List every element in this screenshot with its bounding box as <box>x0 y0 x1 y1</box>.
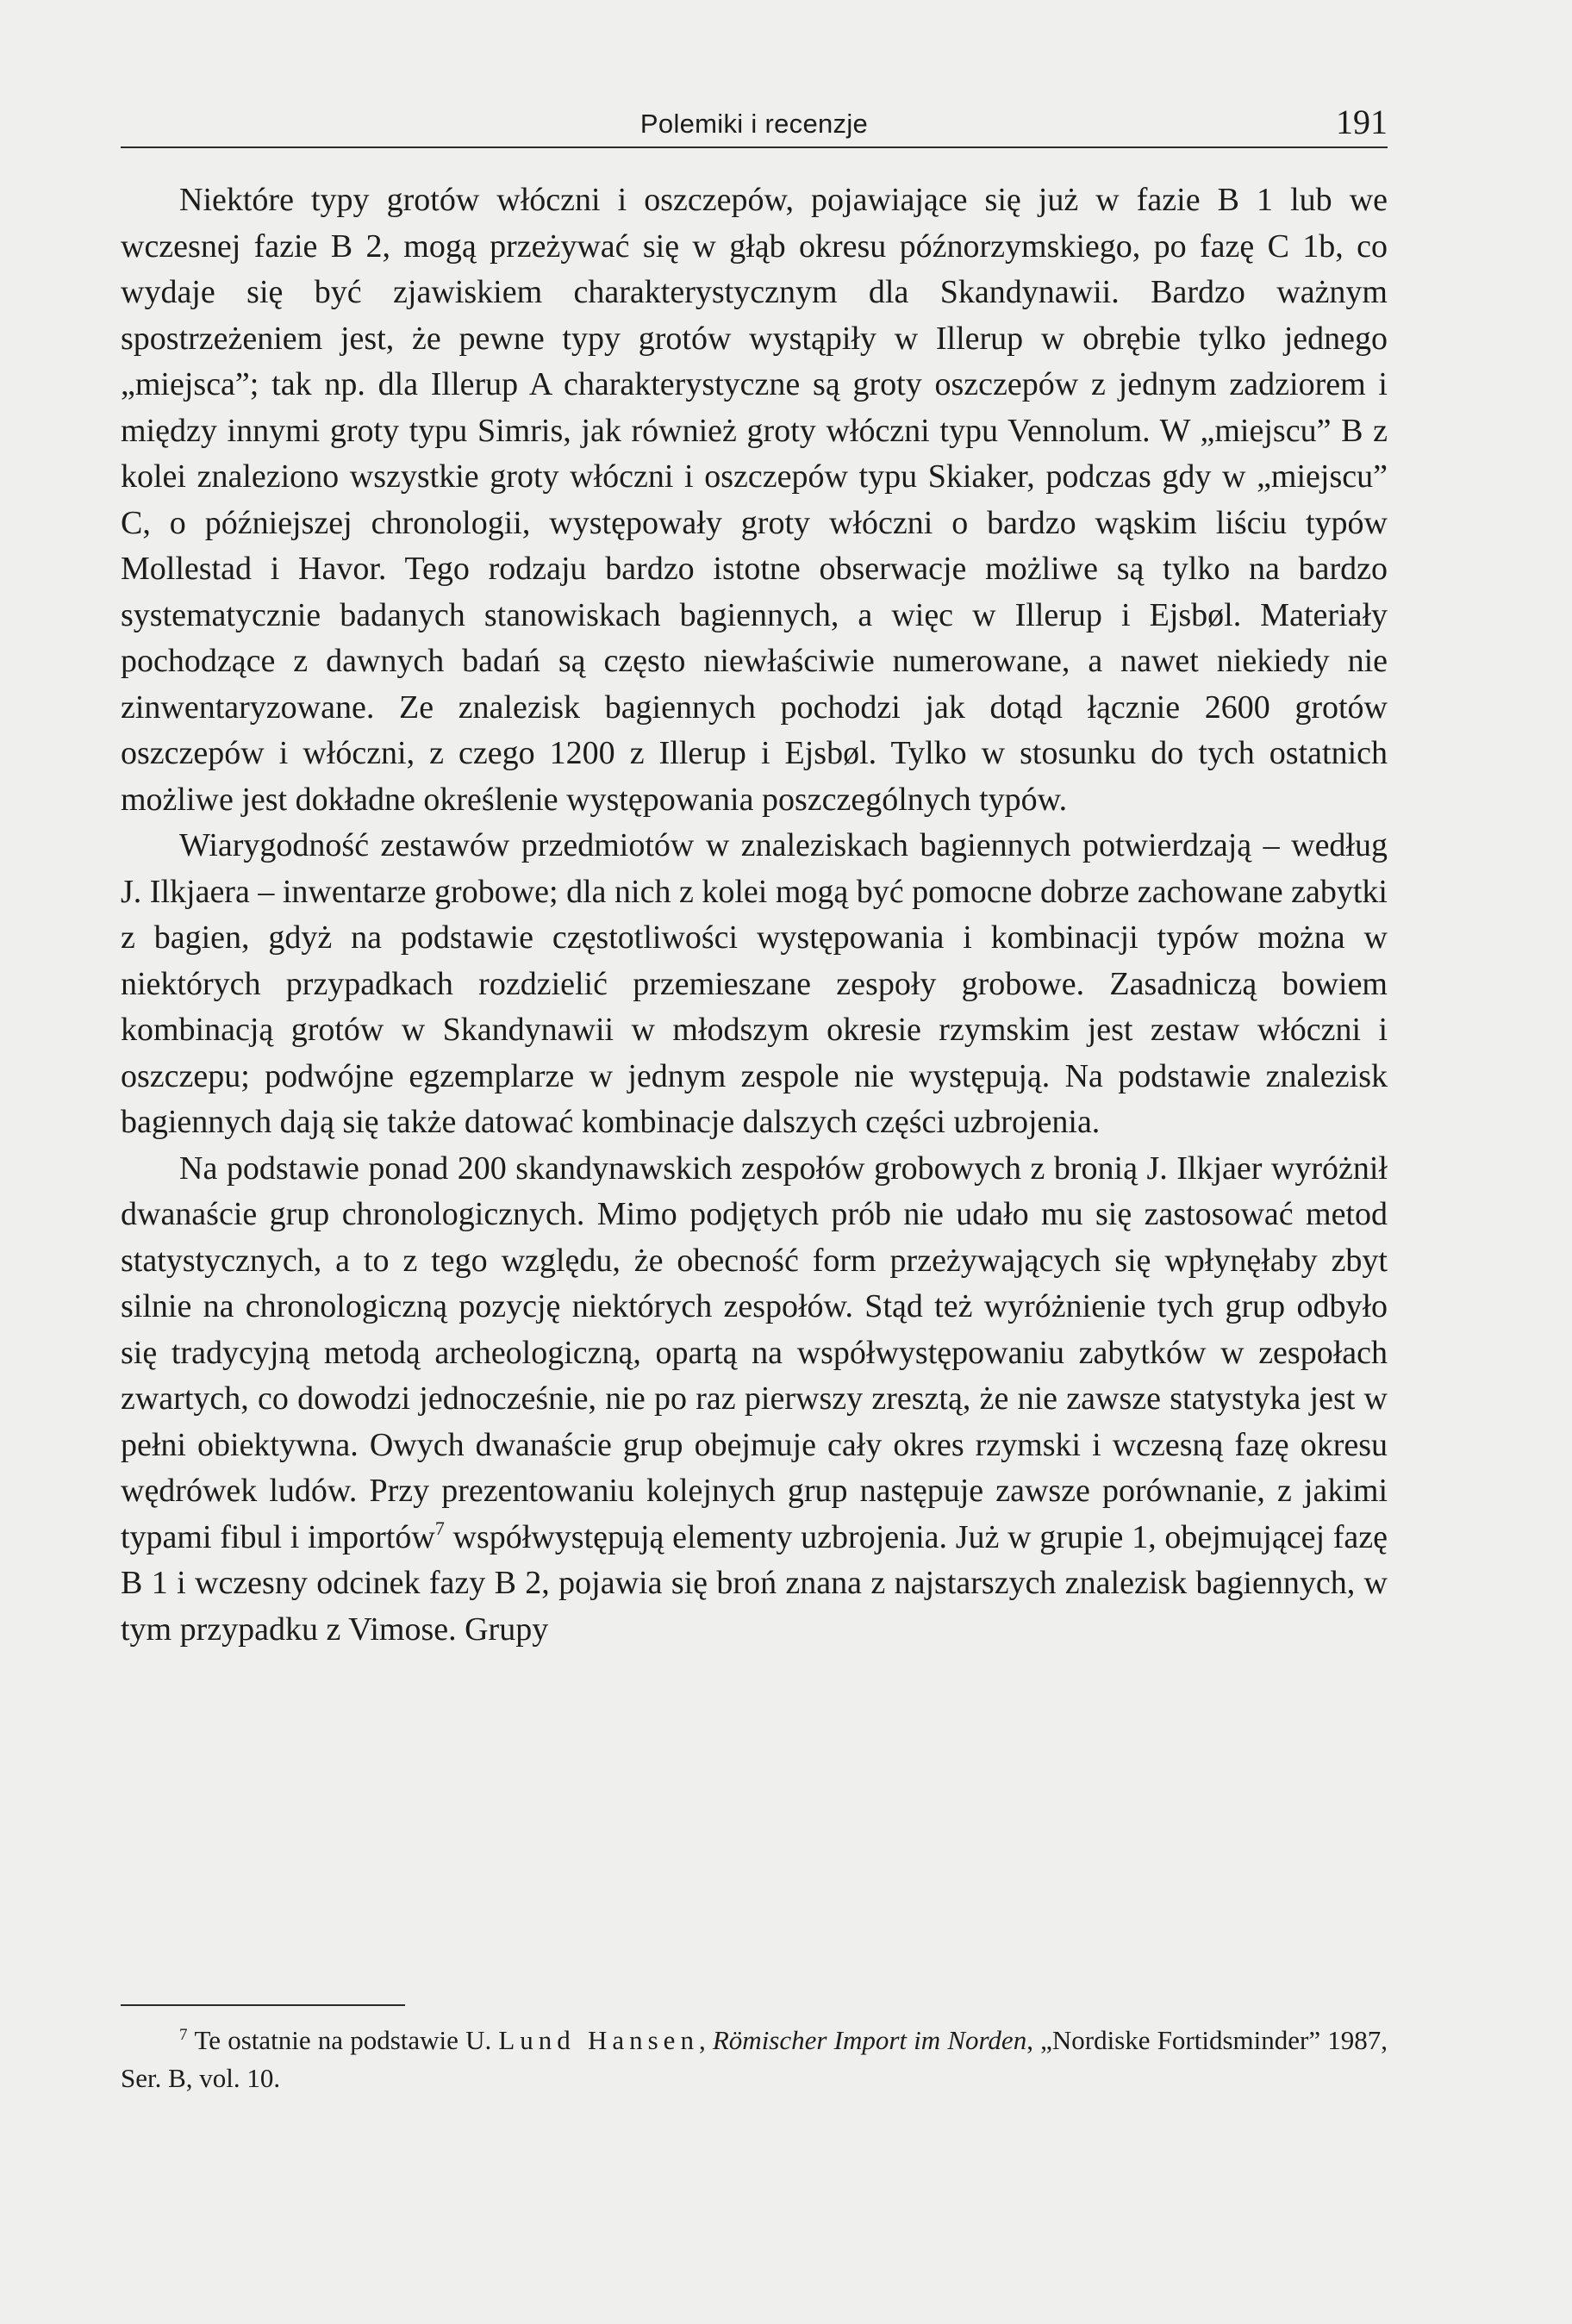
body-text <box>121 178 1388 1653</box>
footnote-reference[interactable]: 7 <box>434 1517 445 1539</box>
header-rule <box>121 146 1388 148</box>
paragraph-3-text-a: Na podstawie ponad 200 skandynawskich zespołów grobowych z bronią J. Ilkjaer wyróżnił dwanaście grup chronologicznych. Mimo podjętych prób nie udało mu się zastosować metod statystycznych, a to z tego względu, że obecność form przeżywających się wpłynęłaby zbyt silnie na chronologiczną pozycję niektórych zespołów. Stąd też wyróżnienie tych grup odbyło się tradycyjną metodą archeologiczną, opartą na współwystępowaniu zabytków w zespołach zwartych, co dowodzi jednocześnie, nie po raz pierwszy zresztą, że nie zawsze statystyka jest w pełni obiektywna. Owych dwanaście grup obejmuje cały okres rzymski i wczesną fazę okresu wędrówek ludów. Przy prezentowaniu kolejnych grup następuje zawsze porównanie, z jakimi typami fibul i importów <box>121 1150 1388 1555</box>
paragraph-3 <box>121 1146 1388 1654</box>
footnote-author: Lund Hansen <box>498 2025 699 2055</box>
footnote-rule <box>121 2004 405 2006</box>
footnote-mark: 7 <box>179 2026 188 2044</box>
paragraph-2: Wiarygodność zestawów przedmiotów w znaleziskach bagiennych potwierdzają – według J. Ilkjaera – inwentarze grobowe; dla nich z kolei mogą być pomocne dobrze zachowane zabytki z bagien, gdyż na podstawie częstotliwości występowania i kombinacji typów można w niektórych przypadkach rozdzielić przemieszane zespoły grobowe. Zasadniczą bowiem kombinacją grotów w Skandynawii w młodszym okresie rzymskim jest zestaw włóczni i oszczepu; podwójne egzemplarze w jednym zespole nie występują. Na podstawie znalezisk bagiennych dają się także datować kombinacje dalszych części uzbrojenia. <box>121 827 1388 1140</box>
footnote-text-b: , „Nordiske Fortidsminder” 1987, Ser. B, vol. 10. <box>121 2025 1388 2093</box>
paragraph-1: Niektóre typy grotów włóczni i oszczepów, pojawiające się już w fazie B 1 lub we wczesnej fazie B 2, mogą przeżywać się w głąb okresu późnorzymskiego, po fazę C 1b, co wydaje się być zjawiskiem charakterystycznym dla Skandynawii. Bardzo ważnym spostrzeżeniem jest, że pewne typy grotów wystąpiły w Illerup w obrębie tylko jednego „miejsca”; tak np. dla Illerup A charakterystyczne są groty oszczepów z jednym zadziorem i między innymi groty typu Simris, jak również groty włóczni typu Vennolum. W „miejscu” B z kolei znaleziono wszystkie groty włóczni i oszczepów typu Skiaker, podczas gdy w „miejscu” C, o późniejszej chronologii, występowały groty włóczni o bardzo wąskim liściu typów Mollestad i Havor. Tego rodzaju bardzo istotne obserwacje możliwe są tylko na bardzo systematycznie badanych stanowiskach bagiennych, a więc w Illerup i Ejsbøl. Materiały pochodzące z dawnych badań są często niewłaściwie numerowane, a nawet niekiedy nie zinwentaryzowane. Ze znalezisk bagiennych pochodzi jak dotąd łącznie 2600 grotów oszczepów i włóczni, z czego 1200 z Illerup i Ejsbøl. Tylko w stosunku do tych ostatnich możliwe jest dokładne określenie występowania poszczególnych typów. <box>121 182 1388 818</box>
page-number: 191 <box>1336 103 1388 141</box>
footnote-text-a: Te ostatnie na podstawie U. <box>194 2025 499 2055</box>
running-header <box>121 102 1388 145</box>
footnote-title: Römischer Import im Norden <box>712 2025 1027 2055</box>
footnote <box>121 2016 1388 2097</box>
footnote-separator: , <box>698 2025 713 2055</box>
paragraph-3-text-b: współwystępują elementy uzbrojenia. Już w grupie 1, obejmującej fazę B 1 i wczesny odcinek fazy B 2, pojawia się broń znana z najstarszych znalezisk bagiennych, w tym przypadku z Vimose. Grupy <box>121 1518 1388 1648</box>
running-title: Polemiki i recenzje <box>639 109 869 139</box>
